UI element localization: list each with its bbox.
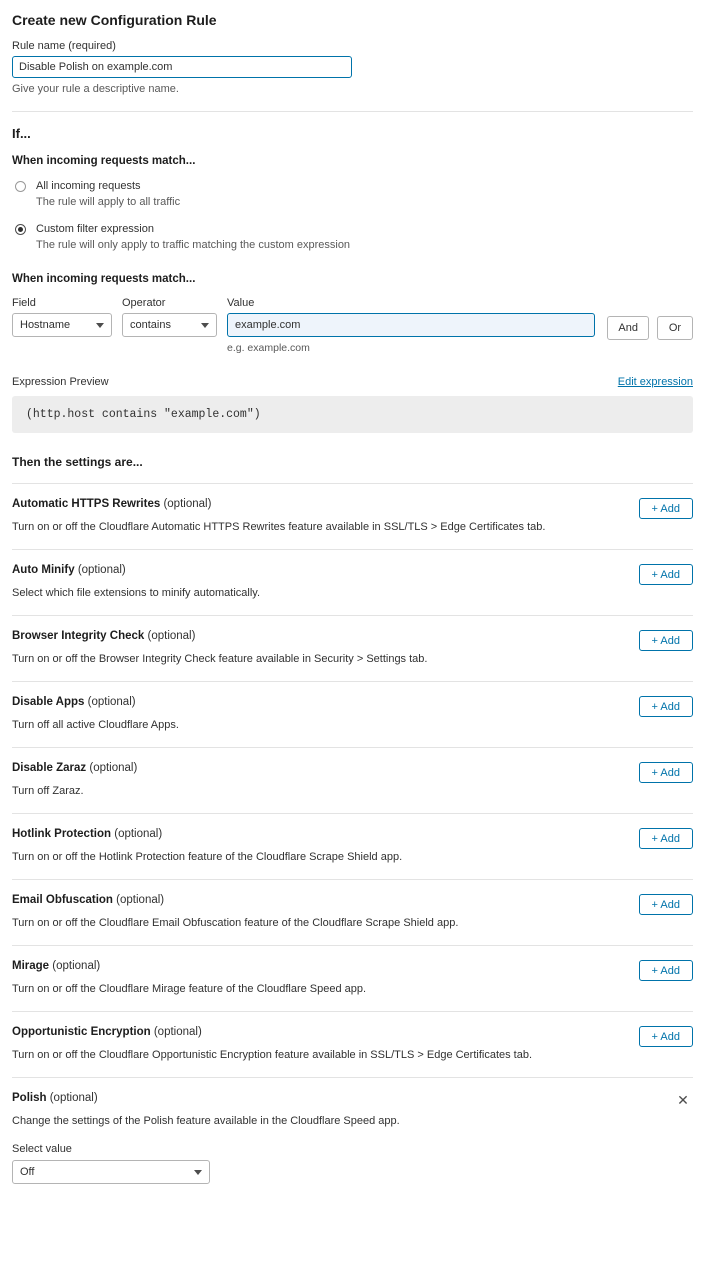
filter-heading: When incoming requests match... (12, 273, 196, 285)
setting-row (12, 879, 693, 945)
add-button[interactable]: + Add (639, 564, 693, 585)
setting-optional: (optional) (114, 828, 163, 840)
if-heading: If... (12, 126, 31, 141)
setting-name: Opportunistic Encryption (12, 1026, 151, 1038)
setting-optional: (optional) (163, 498, 212, 510)
setting-optional: (optional) (87, 696, 136, 708)
setting-description: Turn on or off the Cloudflare Opportunistic Encryption feature available in SSL/TLS > Edge Certificates tab. (12, 1049, 533, 1061)
setting-name: Browser Integrity Check (12, 630, 145, 642)
setting-row (12, 945, 693, 1011)
setting-row (12, 1011, 693, 1077)
operator-select[interactable] (122, 313, 217, 337)
polish-value-select-value: Off (20, 1166, 35, 1178)
radio-icon-checked[interactable] (15, 224, 26, 235)
rule-name-input[interactable] (12, 56, 352, 78)
setting-description: Change the settings of the Polish feature available in the Cloudflare Speed app. (12, 1115, 400, 1127)
setting-row (12, 549, 693, 615)
polish-value-select[interactable] (12, 1160, 210, 1184)
add-button[interactable]: + Add (639, 960, 693, 981)
setting-name: Disable Zaraz (12, 762, 87, 774)
setting-optional: (optional) (52, 960, 101, 972)
setting-description: Turn on or off the Cloudflare Email Obfuscation feature of the Cloudflare Scrape Shield app. (12, 917, 459, 929)
operator-column (122, 297, 217, 337)
chevron-down-icon (96, 323, 104, 328)
add-button[interactable]: + Add (639, 894, 693, 915)
select-value-label: Select value (12, 1143, 72, 1155)
setting-description: Turn on or off the Cloudflare Mirage feature of the Cloudflare Speed app. (12, 983, 367, 995)
radio-desc-custom-filter: The rule will only apply to traffic matching the custom expression (36, 239, 351, 251)
setting-description: Turn on or off the Cloudflare Automatic HTTPS Rewrites feature available in SSL/TLS > Edge Certificates tab. (12, 521, 546, 533)
add-button[interactable]: + Add (639, 498, 693, 519)
setting-row (12, 483, 693, 549)
divider (12, 111, 693, 112)
filter-row (12, 297, 693, 354)
setting-name: Polish (12, 1092, 47, 1104)
if-subheading: When incoming requests match... (12, 155, 196, 167)
value-column (227, 297, 595, 354)
setting-optional: (optional) (116, 894, 165, 906)
chevron-down-icon (201, 323, 209, 328)
radio-option-all-requests[interactable] (12, 179, 693, 208)
setting-description: Turn on or off the Browser Integrity Check feature available in Security > Settings tab. (12, 653, 428, 665)
radio-label-all-requests: All incoming requests (36, 180, 141, 192)
logic-buttons (607, 316, 693, 340)
expression-preview-box: (http.host contains "example.com") (12, 396, 693, 433)
then-heading: Then the settings are... (12, 455, 143, 469)
setting-name: Disable Apps (12, 696, 85, 708)
setting-name: Mirage (12, 960, 50, 972)
add-button[interactable]: + Add (639, 828, 693, 849)
setting-description: Turn off all active Cloudflare Apps. (12, 719, 179, 731)
setting-optional: (optional) (147, 630, 196, 642)
settings-list (12, 483, 693, 1208)
field-column (12, 297, 112, 337)
setting-name: Email Obfuscation (12, 894, 113, 906)
setting-row (12, 747, 693, 813)
value-hint: e.g. example.com (227, 342, 310, 354)
add-button[interactable]: + Add (639, 762, 693, 783)
rule-name-hint: Give your rule a descriptive name. (12, 83, 179, 95)
field-select[interactable] (12, 313, 112, 337)
setting-description: Select which file extensions to minify automatically. (12, 587, 261, 599)
or-button[interactable]: Or (657, 316, 693, 340)
radio-desc-all-requests: The rule will apply to all traffic (36, 196, 181, 208)
close-icon[interactable]: ✕ (675, 1092, 691, 1108)
expression-preview-header (12, 376, 693, 388)
setting-description: Turn on or off the Hotlink Protection feature of the Cloudflare Scrape Shield app. (12, 851, 403, 863)
chevron-down-icon (194, 1170, 202, 1175)
value-label: Value (227, 297, 255, 309)
value-input[interactable] (227, 313, 595, 337)
setting-optional: (optional) (153, 1026, 202, 1038)
setting-optional: (optional) (49, 1092, 98, 1104)
setting-description: Turn off Zaraz. (12, 785, 84, 797)
setting-row (12, 615, 693, 681)
rule-name-group (12, 40, 693, 95)
rule-name-label: Rule name (required) (12, 40, 116, 52)
field-label: Field (12, 297, 36, 309)
radio-option-custom-filter[interactable] (12, 222, 693, 251)
page-title: Create new Configuration Rule (12, 12, 217, 28)
add-button[interactable]: + Add (639, 696, 693, 717)
add-button[interactable]: + Add (639, 1026, 693, 1047)
edit-expression-link[interactable]: Edit expression (617, 376, 693, 388)
radio-label-custom-filter: Custom filter expression (36, 223, 154, 235)
setting-name: Automatic HTTPS Rewrites (12, 498, 161, 510)
operator-select-value: contains (130, 319, 171, 331)
setting-name: Auto Minify (12, 564, 75, 576)
and-button[interactable]: And (607, 316, 649, 340)
setting-row (12, 681, 693, 747)
radio-icon-unchecked[interactable] (15, 181, 26, 192)
setting-row (12, 813, 693, 879)
expression-preview-label: Expression Preview (12, 376, 109, 388)
setting-optional: (optional) (89, 762, 138, 774)
setting-name: Hotlink Protection (12, 828, 112, 840)
add-button[interactable]: + Add (639, 630, 693, 651)
setting-optional: (optional) (77, 564, 126, 576)
field-select-value: Hostname (20, 319, 71, 331)
setting-row-polish-expanded (12, 1077, 693, 1208)
operator-label: Operator (122, 297, 166, 309)
